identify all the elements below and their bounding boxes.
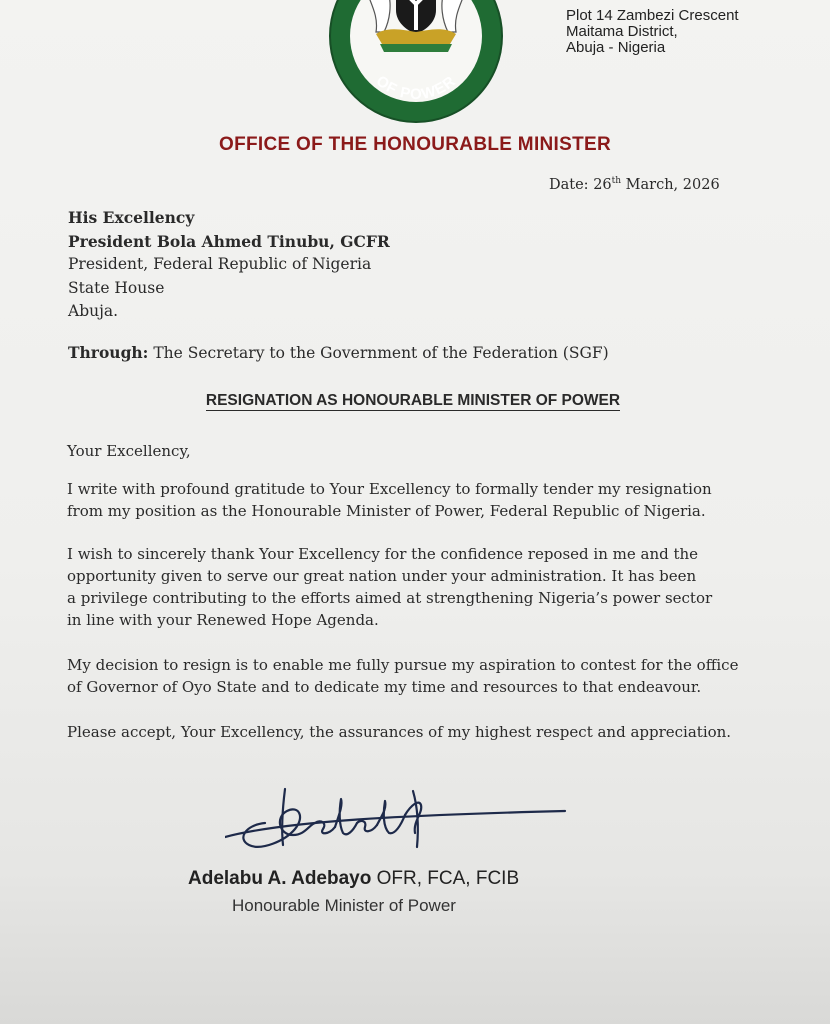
body-paragraph — [67, 478, 767, 522]
handwritten-signature — [225, 775, 585, 865]
letterhead-address — [566, 8, 739, 56]
paragraph-line: I write with profound gratitude to Your Excellency to formally tender my resignation — [67, 480, 712, 498]
subject-text: RESIGNATION AS HONOURABLE MINISTER OF POWER — [205, 392, 621, 409]
subject-heading — [0, 392, 826, 410]
coat-of-arms-icon — [368, 0, 464, 52]
recipient-line: His Excellency — [68, 208, 195, 227]
paragraph-line: Please accept, Your Excellency, the assurances of my highest respect and appreciation. — [67, 723, 732, 741]
date-suffix: th — [611, 176, 622, 186]
signatory-name — [188, 868, 519, 890]
paragraph-line: of Governor of Oyo State and to dedicate my time and resources to that endeavour. — [67, 678, 702, 696]
paragraph-line: in line with your Renewed Hope Agenda. — [67, 611, 379, 629]
paragraph-line: I wish to sincerely thank Your Excellency for the confidence reposed in me and the — [67, 545, 699, 563]
paragraph-line: My decision to resign is to enable me fully pursue my aspiration to contest for the office — [67, 656, 739, 674]
office-title: OFFICE OF THE HONOURABLE MINISTER — [218, 134, 611, 155]
body-paragraph — [67, 543, 767, 631]
recipient-line: State House — [68, 278, 165, 297]
recipient-line: President Bola Ahmed Tinubu, GCFR — [68, 231, 390, 251]
recipient-line: President, Federal Republic of Nigeria — [68, 255, 372, 273]
paragraph-line: from my position as the Honourable Minister of Power, Federal Republic of Nigeria. — [67, 502, 706, 520]
through-label: Through: — [68, 343, 149, 362]
date-label: Date: — [549, 176, 589, 193]
paragraph-line: a privilege contributing to the efforts aimed at strengthening Nigeria’s power sector — [67, 589, 713, 607]
signatory-honours: OFR, FCA, FCIB — [371, 868, 520, 889]
address-line: Abuja - Nigeria — [566, 39, 666, 56]
paragraph-line: opportunity given to serve our great nation under your administration. It has been — [67, 567, 697, 585]
recipient-block — [68, 206, 390, 324]
recipient-line: Abuja. — [68, 302, 119, 320]
address-line: Plot 14 Zambezi Crescent — [566, 7, 739, 24]
signatory-name-text: Adelabu A. Adebayo — [188, 868, 372, 889]
through-text: The Secretary to the Government of the Federation (SGF) — [148, 344, 609, 362]
address-line: Maitama District, — [566, 23, 678, 40]
salutation: Your Excellency, — [67, 442, 191, 460]
ministry-seal — [318, 0, 514, 124]
body-paragraph — [67, 721, 767, 743]
body-paragraph — [67, 654, 767, 698]
through-line — [68, 343, 609, 362]
signatory-title: Honourable Minister of Power — [232, 896, 456, 915]
date-day: 26 — [593, 176, 612, 193]
letter-date — [549, 176, 720, 193]
date-rest: March, 2026 — [625, 176, 720, 193]
seal-ring-text: OF POWER — [372, 72, 460, 103]
